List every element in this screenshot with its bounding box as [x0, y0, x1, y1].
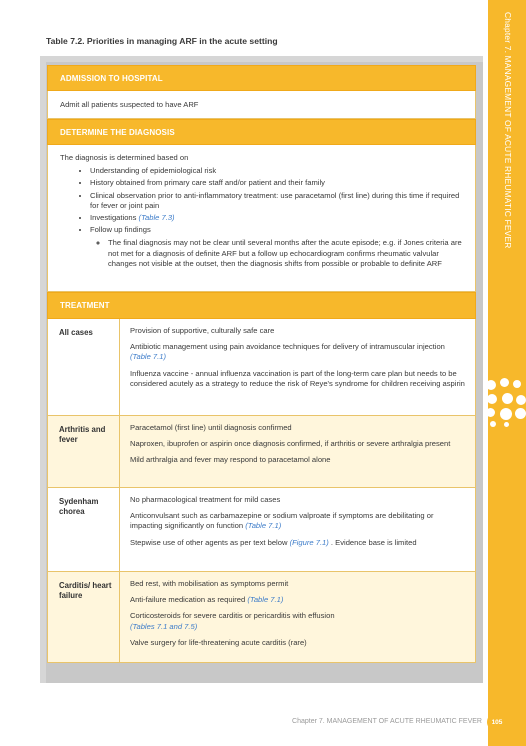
- item: Provision of supportive, culturally safe care: [130, 326, 275, 335]
- priorities-table: [47, 65, 476, 663]
- item: Bed rest, with mobilisation as symptoms permit: [130, 579, 289, 588]
- row-items: [120, 319, 475, 415]
- list-item: • Understanding of epidemiological risk: [90, 166, 463, 176]
- list-item: • Investigations (Table 7.3): [90, 213, 463, 223]
- item: Anticonvulsant such as carbamazepine or sodium valproate if symptoms are debilitating or impacting significantly on function (Table 7.1): [130, 511, 434, 531]
- row-items: [120, 416, 475, 487]
- treatment-row-chorea: [47, 488, 476, 572]
- table-title: Table 7.2. Priorities in managing ARF in the acute setting: [46, 36, 278, 46]
- figure-reference-link[interactable]: (Figure 7.1): [289, 537, 329, 547]
- page-number: 105: [487, 713, 507, 731]
- diagnosis-intro: The diagnosis is determined based on: [60, 153, 189, 162]
- row-label: Carditis/ heart failure: [48, 572, 120, 662]
- row-items: [120, 572, 475, 662]
- table-reference-link[interactable]: (Table 7.1): [247, 595, 284, 605]
- item: Influenza vaccine - annual influenza vaccination is part of the long-term care plan but needs to be considered acutely as a strategy to reduce the risk of Reye's syndrome for children receiving aspirin: [130, 368, 465, 388]
- side-tab-label: Chapter 7. MANAGEMENT OF ACUTE RHEUMATIC FEVER: [503, 12, 513, 249]
- list-item: • Follow up findings ◦ The final diagnosis may not be clear until several months after the acute episode; e.g. if Jones criteria are not met for a diagnosis of definite ARF but a follow up echocardiogram confirms rheumatic valvular changes not visible at the outset, then the diagnosis shifts from possible or probable to definite ARF: [90, 225, 463, 269]
- item: Antibiotic management using pain avoidance techniques for delivery of intramuscular injection (Table 7.1): [130, 342, 445, 362]
- treatment-header: TREATMENT: [47, 292, 476, 319]
- row-label: All cases: [48, 319, 120, 415]
- row-items: [120, 488, 475, 571]
- treatment-row-carditis: [47, 572, 476, 663]
- item: Mild arthralgia and fever may respond to paracetamol alone: [130, 455, 331, 465]
- item: Valve surgery for life-threatening acute carditis (rare): [130, 637, 307, 647]
- treatment-row-arthritis: [47, 416, 476, 488]
- table-reference-link[interactable]: (Table 7.3): [138, 213, 175, 223]
- treatment-row-all-cases: [47, 319, 476, 416]
- footer-chapter: Chapter 7. MANAGEMENT OF ACUTE RHEUMATIC FEVER: [292, 718, 482, 725]
- list-item: • History obtained from primary care staff and/or patient and their family: [90, 178, 463, 188]
- item: Corticosteroids for severe carditis or pericarditis with effusion (Tables 7.1 and 7.5): [130, 611, 335, 631]
- item: No pharmacological treatment for mild cases: [130, 495, 281, 504]
- table-reference-link[interactable]: (Tables 7.1 and 7.5): [130, 621, 198, 631]
- row-label: Sydenham chorea: [48, 488, 120, 571]
- diagnosis-header: DETERMINE THE DIAGNOSIS: [47, 119, 476, 145]
- item: Stepwise use of other agents as per text below (Figure 7.1) . Evidence base is limited: [130, 537, 417, 547]
- row-label: Arthritis and fever: [48, 416, 120, 487]
- table-reference-link[interactable]: (Table 7.1): [130, 352, 167, 362]
- list-item: • Clinical observation prior to anti-inflammatory treatment: use paracetamol (first line) during this time if required for fever or joint pain: [90, 191, 463, 211]
- sub-list: [90, 238, 463, 269]
- admission-header: ADMISSION TO HOSPITAL: [47, 65, 476, 91]
- item: Anti-failure medication as required (Table 7.1): [130, 595, 284, 605]
- diagnosis-list: [60, 166, 463, 269]
- sub-list-item: ◦ The final diagnosis may not be clear until several months after the acute episode; e.g. if Jones criteria are not met for a diagnosis of definite ARF but a follow up echocardiogram confirms rheumatic valvular changes not visible at the outset, then the diagnosis shifts from possible or probable to definite ARF: [108, 238, 463, 269]
- diagnosis-cell: [47, 145, 476, 292]
- table-reference-link[interactable]: (Table 7.1): [245, 521, 282, 531]
- item: Paracetamol (first line) until diagnosis confirmed: [130, 423, 292, 432]
- item: Naproxen, ibuprofen or aspirin once diagnosis confirmed, if arthritis or severe arthralgia present: [130, 439, 451, 449]
- admission-text: Admit all patients suspected to have ARF: [47, 91, 476, 119]
